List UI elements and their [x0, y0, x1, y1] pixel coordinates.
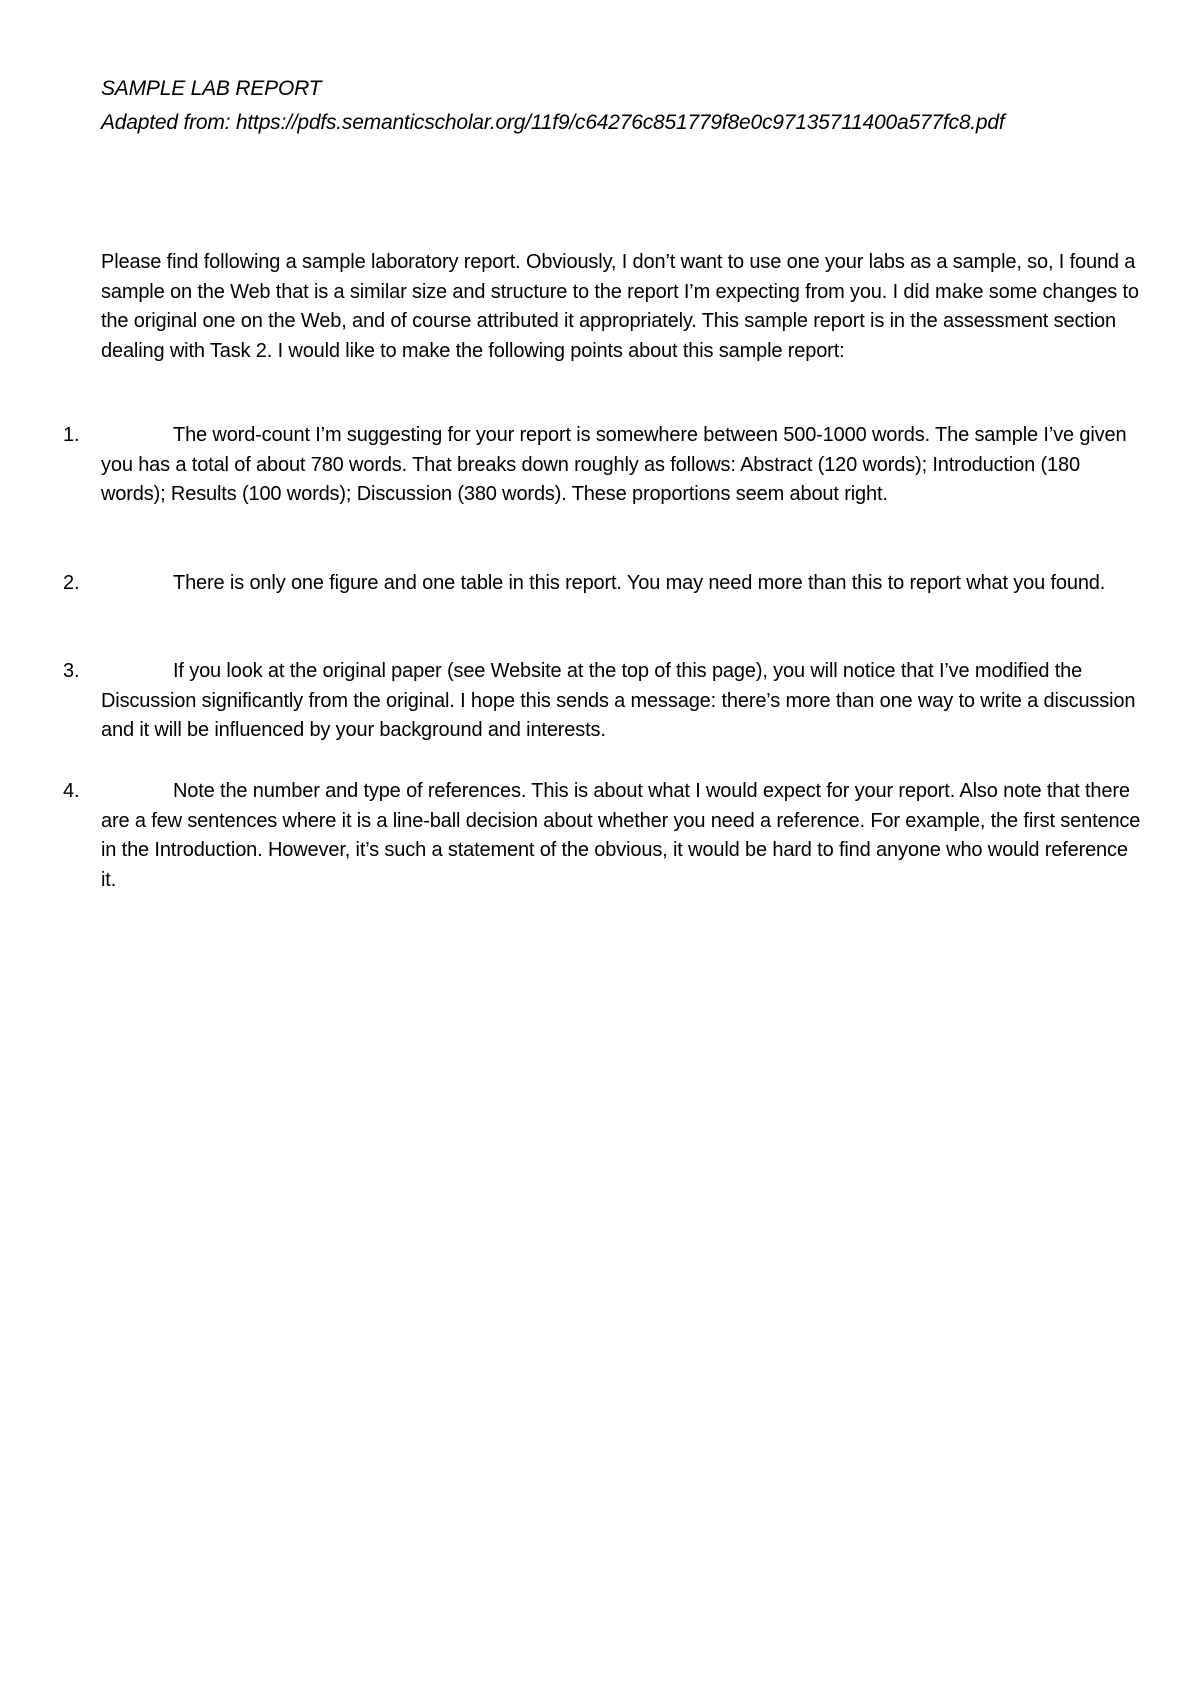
list-item [0, 421, 1200, 569]
source-attribution: Adapted from: https://pdfs.semanticscholar.org/11f9/c64276c851779f8e0c97135711400a577fc8.pdf [101, 111, 1005, 134]
list-item-text: There is only one figure and one table in this report. You may need more than this to report what you found. [173, 572, 1106, 594]
list-item-number: 2. [63, 572, 80, 594]
list-item [0, 777, 1200, 899]
list-item-number: 4. [63, 780, 80, 802]
list-item-number: 3. [63, 660, 80, 682]
points-list [0, 421, 1200, 899]
intro-paragraph: Please find following a sample laboratory report. Obviously, I don’t want to use one your labs as a sample, so, I found a sample on the Web that is a similar size and structure to the report I’m expecting from you. I did make some changes to the original one on the Web, and of course attributed it appropriately. This sample report is in the assessment section dealing with Task 2. I would like to make the following points about this sample report: [101, 251, 1139, 362]
list-item [0, 657, 1200, 777]
document-header [101, 72, 1161, 140]
document-title: SAMPLE LAB REPORT [101, 77, 322, 100]
list-item-text: If you look at the original paper (see Website at the top of this page), you will notice that I’ve modified the Discussion significantly from the original. I hope this sends a message: there’s more than one way to write a discussion and it will be influenced by your background and interests. [101, 660, 1136, 741]
list-item-text: Note the number and type of references. This is about what I would expect for your report. Also note that there are a few sentences where it is a line-ball decision about whether you need a reference. For example, the first sentence in the Introduction. However, it’s such a statement of the obvious, it would be hard to find anyone who would reference it. [101, 780, 1141, 891]
list-item-number: 1. [63, 424, 80, 446]
list-item [0, 569, 1200, 657]
list-item-text: The word-count I’m suggesting for your report is somewhere between 500-1000 words. The sample I’ve given you has a total of about 780 words. That breaks down roughly as follows: Abstract (120 words); Introduction (180 words); Results (100 words); Discussion (380 words). These proportions seem about right. [101, 424, 1127, 505]
